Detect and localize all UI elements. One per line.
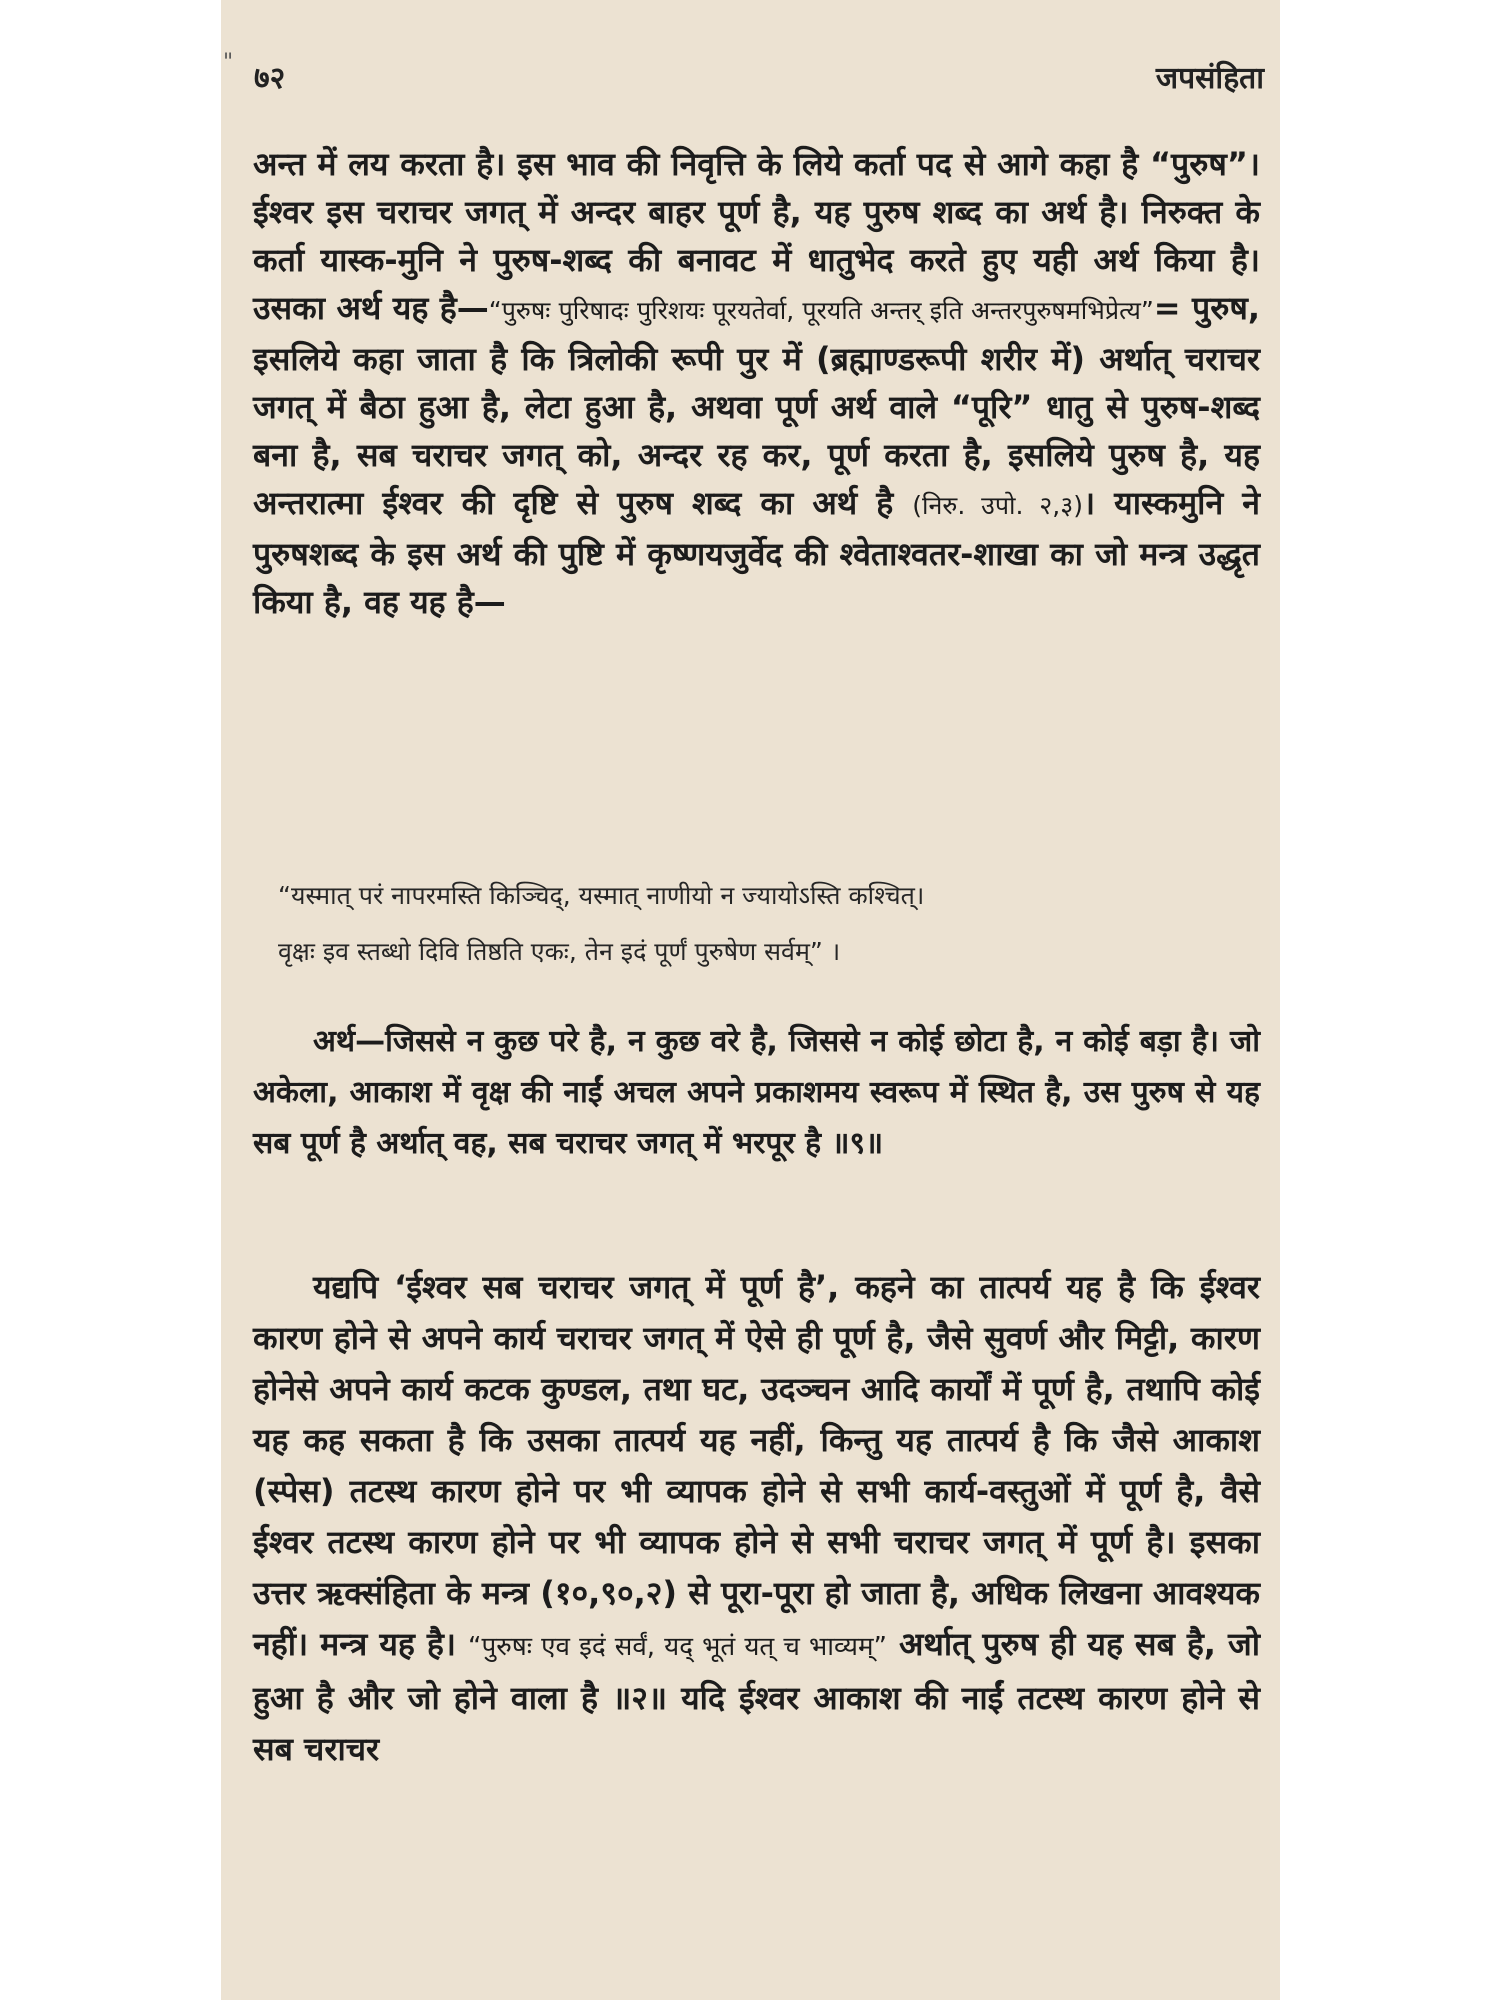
mantra-line: वृक्षः इव स्तब्धो दिवि तिष्ठति एकः, तेन इदं पूर्णं पुरुषेण सर्वम्” । [278, 937, 841, 966]
reference-citation: (निरु. उपो. २,३) [912, 491, 1083, 520]
page-number: ७२ [254, 61, 286, 96]
mantra-line: “यस्मात् परं नापरमस्ति किञ्चिद्, यस्मात् नाणीयो न ज्यायोऽस्ति कश्चित्। [278, 881, 925, 910]
paragraph-text: = पुरुष, इसलिये कहा जाता है कि त्रिलोकी रूपी पुर में (ब्रह्माण्डरूपी शरीर में) अर्थात् चराचर जगत् में बैठा हुआ है, लेटा हुआ है, अथवा पूर्ण अर्थ वाले “पूरि” धातु से पुरुष-शब्द बना है, सब चराचर जगत् को, अन्दर रह कर, पूर्ण करता है, इसलिये पुरुष है, यह अन्तरात्मा ईश्वर की दृष्टि से पुरुष शब्द का अर्थ है [253, 289, 1260, 522]
svetasvatara-mantra [278, 868, 924, 980]
paragraph-text: अर्थात् पुरुष ही यह सब है, जो हुआ है और जो होने वाला है ॥२॥ यदि ईश्वर आकाश की नाईं तटस्थ कारण होने से सब चराचर [253, 1625, 1260, 1768]
running-head: जपसंहिता [1155, 61, 1264, 96]
nirukta-citation: “पुरुषः पुरिषादः पुरिशयः पूरयतेर्वा, पूरयति अन्तर् इति अन्तरपुरुषमभिप्रेत्य” [488, 296, 1154, 325]
rigveda-mantra: “पुरुषः एव इदं सर्वं, यद् भूतं यत् च भाव्यम्” [467, 1632, 887, 1662]
paragraph-commentary [253, 1262, 1260, 1775]
margin-mark: " [223, 50, 236, 75]
paragraph-text: । यास्कमुनि ने पुरुषशब्द के इस अर्थ की पुष्टि में कृष्णयजुर्वेद की श्वेताश्वतर-शाखा का जो मन्त्र उद्धृत किया है, वह यह है— [253, 484, 1260, 621]
paragraph-purusha-meaning [253, 140, 1260, 626]
paragraph-text: यद्यपि ‘ईश्वर सब चराचर जगत् में पूर्ण है’, कहने का तात्पर्य यह है कि ईश्वर कारण होने से अपने कार्य चराचर जगत् में ऐसे ही पूर्ण है, जैसे सुवर्ण और मिट्टी, कारण होनेसे अपने कार्य कटक कुण्डल, तथा घट, उदञ्चन आदि कार्यों में पूर्ण है, तथापि कोई यह कह सकता है कि उसका तात्पर्य यह नहीं, किन्तु यह तात्पर्य है कि जैसे आकाश (स्पेस) तटस्थ कारण होने पर भी व्यापक होने से सभी कार्य-वस्तुओं में पूर्ण है, वैसे ईश्वर तटस्थ कारण होने पर भी व्यापक होने से सभी चराचर जगत् में पूर्ण है। इसका उत्तर ऋक्संहिता के मन्त्र (१०,९०,२) से पूरा-पूरा हो जाता है, अधिक लिखना आवश्यक नहीं। मन्त्र यह है। [253, 1268, 1260, 1663]
paragraph-mantra-meaning: अर्थ—जिससे न कुछ परे है, न कुछ वरे है, जिससे न कोई छोटा है, न कोई बड़ा है। जो अकेला, आकाश में वृक्ष की नाईं अचल अपने प्रकाशमय स्वरूप में स्थित है, उस पुरुष से यह सब पूर्ण है अर्थात् वह, सब चराचर जगत् में भरपूर है ॥९॥ [253, 1024, 1260, 1161]
paragraph-text: अन्त में लय करता है। इस भाव की निवृत्ति के लिये कर्ता पद से आगे कहा है “पुरुष”। ईश्वर इस चराचर जगत् में अन्दर बाहर पूर्ण है, यह पुरुष शब्द का अर्थ है। निरुक्त के कर्ता यास्क-मुनि ने पुरुष-शब्द की बनावट में धातुभेद करते हुए यही अर्थ किया है। उसका अर्थ यह है— [253, 145, 1260, 327]
